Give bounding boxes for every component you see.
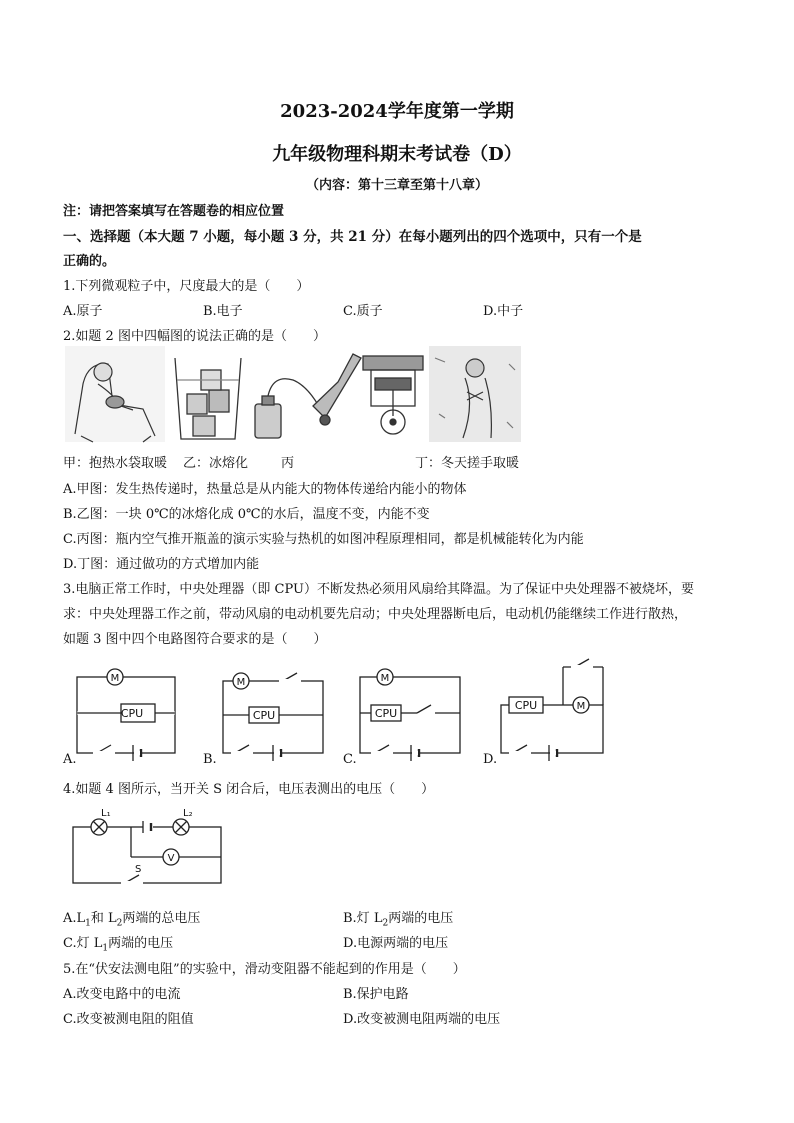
q3-option-c: C. xyxy=(343,752,357,767)
circuit-c-cpu: CPU xyxy=(374,707,398,720)
q3-stem-2: 求：中央处理器工作之前，带动风扇的电动机要先启动；中央处理器断电后，电动机仍能继续工作进行散热， xyxy=(63,607,688,622)
q2-fig-jia xyxy=(65,346,165,442)
q1-option-c: C.质子 xyxy=(343,304,383,319)
q2-fig-yi xyxy=(175,358,241,439)
section1-heading: 一、选择题（本大题 7 小题，每小题 3 分，共 21 分）在每小题列出的四个选项中，只有一个是 xyxy=(63,229,642,245)
q4-option-c: C.灯 $L_1$两端的电压 xyxy=(63,936,174,954)
section1-heading-cont: 正确的。 xyxy=(63,254,116,269)
q4-stem: 4.如题 4 图所示，当开关 S 闭合后，电压表测出的电压（ ） xyxy=(63,782,435,797)
q5-stem: 5.在“伏安法测电阻”的实验中，滑动变阻器不能起到的作用是（ ） xyxy=(63,962,466,977)
q4-label-v: V xyxy=(167,853,175,864)
q2-option-b: B.乙图：一块 0℃的冰熔化成 0℃的水后，温度不变，内能不变 xyxy=(63,507,430,522)
q1-option-b: B.电子 xyxy=(203,304,243,319)
circuit-a-cpu: CPU xyxy=(120,707,144,720)
q4-label-l2: L₂ xyxy=(183,808,193,819)
q5-option-a: A.改变电路中的电流 xyxy=(63,987,181,1002)
q2-stem: 2.如题 2 图中四幅图的说法正确的是（ ） xyxy=(63,329,326,344)
q5-option-d: D.改变被测电阻两端的电压 xyxy=(343,1012,501,1027)
q2-fig-ding xyxy=(429,346,521,442)
circuit-d-motor: M xyxy=(576,701,586,712)
q1-option-a: A.原子 xyxy=(63,304,103,319)
q2-option-c: C.丙图：瓶内空气推开瓶盖的演示实验与热机的如图冲程原理相同，都是机械能转化为内能 xyxy=(63,532,584,547)
q2-caption-bing: 丙 xyxy=(281,456,295,471)
q2-caption-ding: 丁：冬天搓手取暖 xyxy=(415,456,520,471)
q4-label-s: S xyxy=(135,864,142,875)
circuit-b-cpu: CPU xyxy=(252,709,276,722)
q3-stem-1: 3.电脑正常工作时，中央处理器（即 CPU）不断发热必须用风扇给其降温。为了保证中央处理器不被烧坏，要 xyxy=(63,582,694,597)
q2-fig-engine xyxy=(363,356,423,434)
q4-figure xyxy=(63,805,233,890)
q2-option-a: A.甲图：发生热传递时，热量总是从内能大的物体传递给内能小的物体 xyxy=(63,482,467,497)
circuit-d-cpu: CPU xyxy=(514,699,538,712)
q2-caption-jia: 甲：抱热水袋取暖 xyxy=(63,456,168,471)
circuit-c-motor: M xyxy=(380,673,390,684)
q1-option-d: D.中子 xyxy=(483,304,524,319)
q2-fig-bing xyxy=(255,354,361,438)
exam-title: 九年级物理科期末考试卷（D） xyxy=(272,144,522,165)
answer-note: 注：请把答案填写在答题卷的相应位置 xyxy=(63,204,285,219)
q3-option-d: D. xyxy=(483,752,498,767)
q2-figure xyxy=(63,344,523,444)
circuit-b-motor: M xyxy=(236,677,246,688)
circuit-a-motor: M xyxy=(110,673,120,684)
exam-year-title: 2023-2024学年度第一学期 xyxy=(280,101,514,122)
q5-option-b: B.保护电路 xyxy=(343,987,409,1002)
q3-option-b: B. xyxy=(203,752,217,767)
q3-stem-3: 如题 3 图中四个电路图符合要求的是（ ） xyxy=(63,632,327,647)
q2-option-d: D.丁图：通过做功的方式增加内能 xyxy=(63,557,260,572)
q2-caption-yi: 乙：冰熔化 xyxy=(183,456,249,471)
exam-scope: （内容：第十三章至第十八章） xyxy=(305,178,488,193)
q1-stem: 1.下列微观粒子中，尺度最大的是（ ） xyxy=(63,279,310,294)
q5-option-c: C.改变被测电阻的阻值 xyxy=(63,1012,194,1027)
q3-option-a: A. xyxy=(63,752,77,767)
q4-option-a: $A.L_1$和 $L_2$两端的总电压 xyxy=(63,911,201,929)
q4-option-b: B.灯 $L_2$两端的电压 xyxy=(343,911,454,929)
q4-option-d: D.电源两端的电压 xyxy=(343,936,449,951)
q4-label-l1: L₁ xyxy=(101,808,111,819)
